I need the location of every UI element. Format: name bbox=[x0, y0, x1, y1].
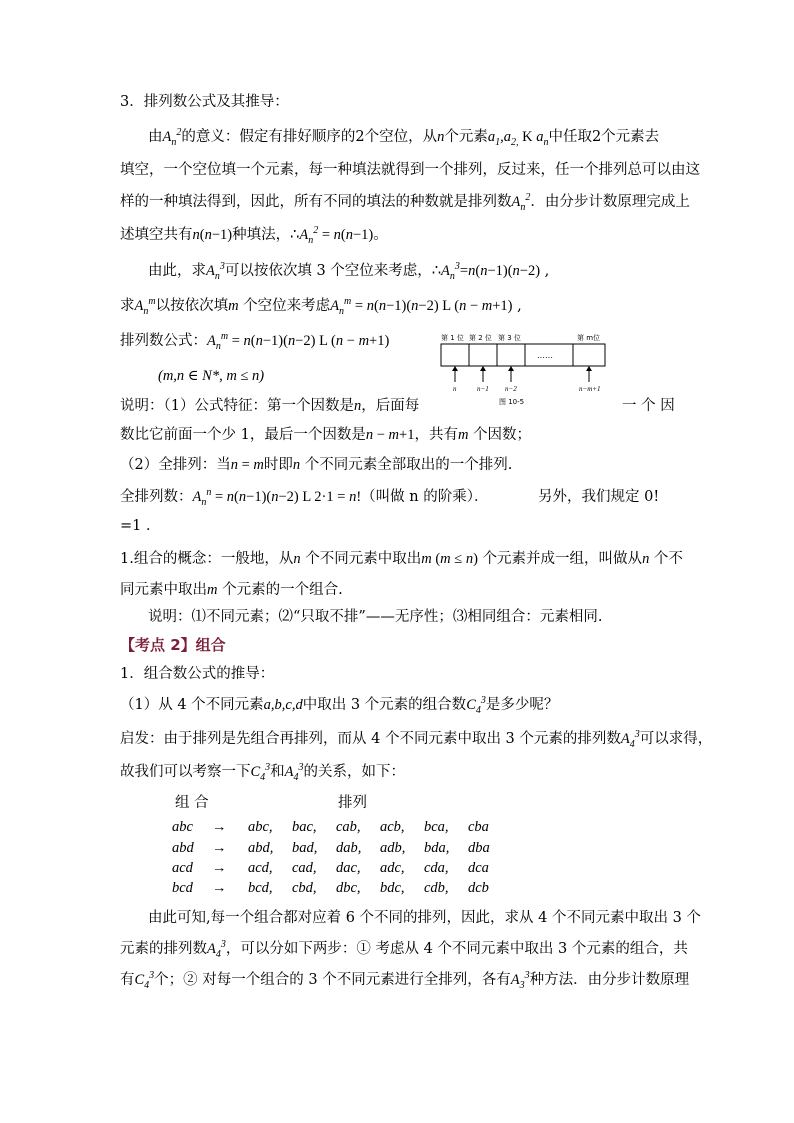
formula: $A_4^3$ bbox=[620, 729, 640, 750]
text: 全排列数： bbox=[120, 489, 193, 505]
text: ，共有 bbox=[414, 427, 458, 443]
question bbox=[120, 695, 558, 715]
formula: n − m+1 bbox=[365, 427, 415, 443]
formula: $A_n^m = n(n-1)(n-2)$ L (n − m+1) bbox=[330, 296, 513, 317]
paragraph: 由此可知,每一个组合都对应着 6 个不同的排列，因此，求从 4 个不同元素中取出 3 个 bbox=[148, 910, 701, 926]
note-tail: 一 个 因 bbox=[622, 398, 675, 414]
paragraph bbox=[148, 127, 659, 147]
heading-title: 组合 bbox=[195, 636, 226, 654]
arrow: → bbox=[212, 819, 227, 835]
text: 个元素的一个组合. bbox=[217, 582, 343, 598]
column-header: 排列 bbox=[338, 795, 367, 811]
paragraph-line: 述填空共有n(n−1)种填法，$\therefore A_n^2 = n(n-1)$。 bbox=[120, 225, 388, 246]
note bbox=[120, 396, 419, 416]
formula: n bbox=[293, 551, 301, 567]
note bbox=[120, 425, 531, 445]
position-diagram bbox=[437, 334, 609, 410]
perm: acd, bbox=[248, 860, 273, 876]
text: 1.组合的概念：一般地，从 bbox=[120, 551, 294, 567]
combo-definition bbox=[120, 580, 343, 600]
formula: a,b,c,d bbox=[263, 697, 303, 713]
formula: n = m bbox=[230, 457, 264, 473]
section-title: 3．排列数公式及其推导： bbox=[120, 94, 289, 110]
position-label: 第 3 位 bbox=[498, 334, 521, 342]
note-tail: 另外，我们规定 0! bbox=[538, 489, 660, 505]
formula: $a_1,a_{2,}$ K $a_n$ bbox=[487, 129, 549, 148]
text: 述填空共有 bbox=[120, 227, 193, 243]
formula: $A_3^3$ bbox=[510, 970, 530, 991]
perm: cda, bbox=[424, 860, 449, 876]
perm: cbd, bbox=[292, 880, 317, 896]
perm: bcd, bbox=[248, 880, 273, 896]
combo: abd bbox=[172, 840, 194, 856]
value-label: n−2 bbox=[505, 385, 517, 393]
position-label: 第 1 位 bbox=[441, 334, 464, 342]
perm: cab, bbox=[336, 819, 361, 835]
slot-box bbox=[441, 344, 605, 366]
text: 的关系，如下： bbox=[303, 764, 406, 780]
perm: dbc, bbox=[336, 880, 361, 896]
formula: $C_4^3$ bbox=[134, 970, 155, 991]
perm: cad, bbox=[292, 860, 317, 876]
text: 是多少呢？ bbox=[485, 697, 559, 713]
paragraph: 由此，求$A_n^3$可以按依次填 3 个空位来考虑，$\therefore A_n^3=n(n-1)(n-2)$ , bbox=[148, 261, 550, 282]
text: 个元素并成一组，叫做从 bbox=[477, 551, 643, 567]
text: 由此，求 bbox=[148, 263, 206, 279]
text: 个不同元素中取出 bbox=[300, 551, 422, 567]
text: （1）从 4 个不同元素 bbox=[120, 697, 264, 713]
text: 由 bbox=[148, 129, 163, 145]
text: 个空位来考虑 bbox=[238, 298, 331, 314]
text: 种方法．由分步计数原理 bbox=[529, 972, 690, 988]
value-label: n−1 bbox=[477, 385, 489, 393]
formula: $A_n^2$ bbox=[162, 127, 182, 148]
formula: $A_4^3$ bbox=[207, 939, 226, 960]
hint bbox=[120, 762, 405, 782]
formula: $\therefore A_n^3=n(n-1)(n-2)$ bbox=[431, 261, 541, 282]
combo: abc bbox=[172, 819, 193, 835]
combo: acd bbox=[172, 860, 193, 876]
formula: m bbox=[228, 298, 239, 314]
text: 中取出 3 个元素的组合数 bbox=[302, 697, 467, 713]
text: 和 bbox=[270, 764, 285, 780]
arrow: → bbox=[212, 880, 227, 896]
arrow-head bbox=[480, 366, 486, 371]
text: 可以求得， bbox=[639, 731, 713, 747]
formula: n bbox=[353, 398, 362, 414]
combo: bcd bbox=[172, 880, 193, 896]
text: （2）全排列：当 bbox=[120, 457, 231, 473]
perm: adc, bbox=[380, 860, 405, 876]
formula: $A_n^3$ bbox=[206, 261, 225, 282]
formula: $A_n^m$ bbox=[134, 296, 156, 317]
text: 时即 bbox=[263, 457, 293, 473]
perm: dba bbox=[468, 840, 490, 856]
paragraph-line: 填空，一个空位填一个元素，每一种填法就得到一个排列，反过来，任一个排列总可以由这 bbox=[120, 162, 700, 178]
perm: bdc, bbox=[380, 880, 405, 896]
perm: adb, bbox=[380, 840, 406, 856]
paragraph bbox=[120, 939, 688, 959]
formula: n(n−1) bbox=[192, 227, 233, 243]
dots: …… bbox=[537, 351, 553, 360]
perm: bac, bbox=[292, 819, 317, 835]
text: 求 bbox=[120, 298, 135, 314]
text: 以按依次填 bbox=[155, 298, 229, 314]
text: 个不 bbox=[649, 551, 683, 567]
perm: abd, bbox=[248, 840, 274, 856]
text: 元素的排列数 bbox=[120, 941, 207, 957]
formula: $C_4^3$ bbox=[466, 695, 486, 716]
formula-condition: (m,n ∈ N*, m ≤ n) bbox=[158, 368, 265, 384]
text: 的意义：假定有排好顺序的2个空位，从 bbox=[181, 129, 438, 145]
text: 数比它前面一个少 1，最后一个因数是 bbox=[120, 427, 366, 443]
text: 个；② 对每一个组合的 3 个不同元素进行全排列，各有 bbox=[154, 972, 511, 988]
text: 个元素 bbox=[444, 129, 488, 145]
combo-definition bbox=[120, 549, 683, 569]
text: 有 bbox=[120, 972, 135, 988]
text: 样的一种填法得到，因此，所有不同的填法的种数就是排列数 bbox=[120, 194, 512, 210]
formula: $A_n^m = n(n-1)(n-2)$ L (n − m+1) bbox=[207, 331, 390, 352]
perm: dac, bbox=[336, 860, 361, 876]
formula-line bbox=[120, 331, 389, 351]
position-label: 第 m位 bbox=[577, 334, 601, 342]
arrow-head bbox=[508, 366, 514, 371]
perm: bda, bbox=[424, 840, 450, 856]
note-tail: =1 ． bbox=[120, 518, 161, 534]
text: 个因数； bbox=[468, 427, 532, 443]
section-title: 1．组合数公式的推导： bbox=[120, 666, 275, 682]
text: ．由分步计数原理完成上 bbox=[530, 194, 690, 210]
note bbox=[120, 455, 512, 475]
value-label: n bbox=[453, 385, 457, 393]
formula: $A_n^n = n(n-1)(n-2)$ L 2·1 = n! bbox=[192, 487, 362, 508]
formula: n bbox=[642, 551, 650, 567]
perm: cba bbox=[468, 819, 489, 835]
heading-tag: 【考点 2】 bbox=[120, 636, 196, 654]
paragraph-line bbox=[120, 192, 690, 212]
hint bbox=[120, 729, 712, 749]
text: 种填法， bbox=[232, 227, 291, 243]
arrow-head bbox=[452, 366, 458, 371]
text: （叫做 n 的阶乘）． bbox=[361, 489, 489, 505]
text: 可以按依次填 3 个空位来考虑， bbox=[224, 263, 432, 279]
formula: $C_4^3$ bbox=[250, 762, 271, 783]
formula: $\therefore A_n^2 = n(n-1)$ bbox=[290, 225, 374, 246]
formula: m (m ≤ n) bbox=[421, 551, 478, 567]
arrow-head bbox=[586, 366, 592, 371]
text: ，可以分如下两步：① 考虑从 4 个不同元素中取出 3 个元素的组合，共 bbox=[225, 941, 688, 957]
perm: dab, bbox=[336, 840, 362, 856]
text: 个不同元素全部取出的一个排列. bbox=[300, 457, 513, 473]
formula: n bbox=[292, 457, 301, 473]
perm: acb, bbox=[380, 819, 405, 835]
full-permutation bbox=[120, 487, 488, 507]
text: ，后面每 bbox=[361, 398, 420, 414]
text: 启发：由于排列是先组合再排列，而从 4 个不同元素中取出 3 个元素的排列数 bbox=[120, 731, 621, 747]
text: 故我们可以考察一下 bbox=[120, 764, 251, 780]
combo-note: 说明：⑴不同元素；⑵“只取不排”——无序性；⑶相同组合：元素相同. bbox=[148, 609, 603, 625]
formula: n bbox=[437, 129, 445, 145]
perm: abc, bbox=[248, 819, 273, 835]
perm: dca bbox=[468, 860, 489, 876]
kaodian-heading bbox=[120, 635, 226, 656]
figure-caption: 图 10-5 bbox=[499, 398, 525, 406]
text: 说明：（1）公式特征：第一个因数是 bbox=[120, 398, 354, 414]
column-header: 组 合 bbox=[175, 795, 209, 811]
paragraph: 求$A_n^m$以按依次填m 个空位来考虑$A_n^m = n(n-1)(n-2)$ L (n − m+1) , bbox=[120, 296, 522, 317]
perm: cdb, bbox=[424, 880, 449, 896]
formula: $A_n^2$ bbox=[511, 192, 531, 213]
perm: dcb bbox=[468, 880, 489, 896]
formula: m bbox=[457, 427, 469, 443]
arrow: → bbox=[212, 840, 227, 856]
perm: bca, bbox=[424, 819, 449, 835]
text: 中任取2个元素去 bbox=[548, 129, 660, 145]
paragraph bbox=[120, 970, 689, 990]
formula: $A_4^3$ bbox=[284, 762, 304, 783]
position-label: 第 2 位 bbox=[469, 334, 492, 342]
text: 排列数公式： bbox=[120, 333, 207, 349]
perm: bad, bbox=[292, 840, 318, 856]
arrow: → bbox=[212, 860, 227, 876]
text: 同元素中取出 bbox=[120, 582, 207, 598]
value-label: n−m+1 bbox=[579, 385, 601, 393]
formula: m bbox=[207, 582, 218, 598]
